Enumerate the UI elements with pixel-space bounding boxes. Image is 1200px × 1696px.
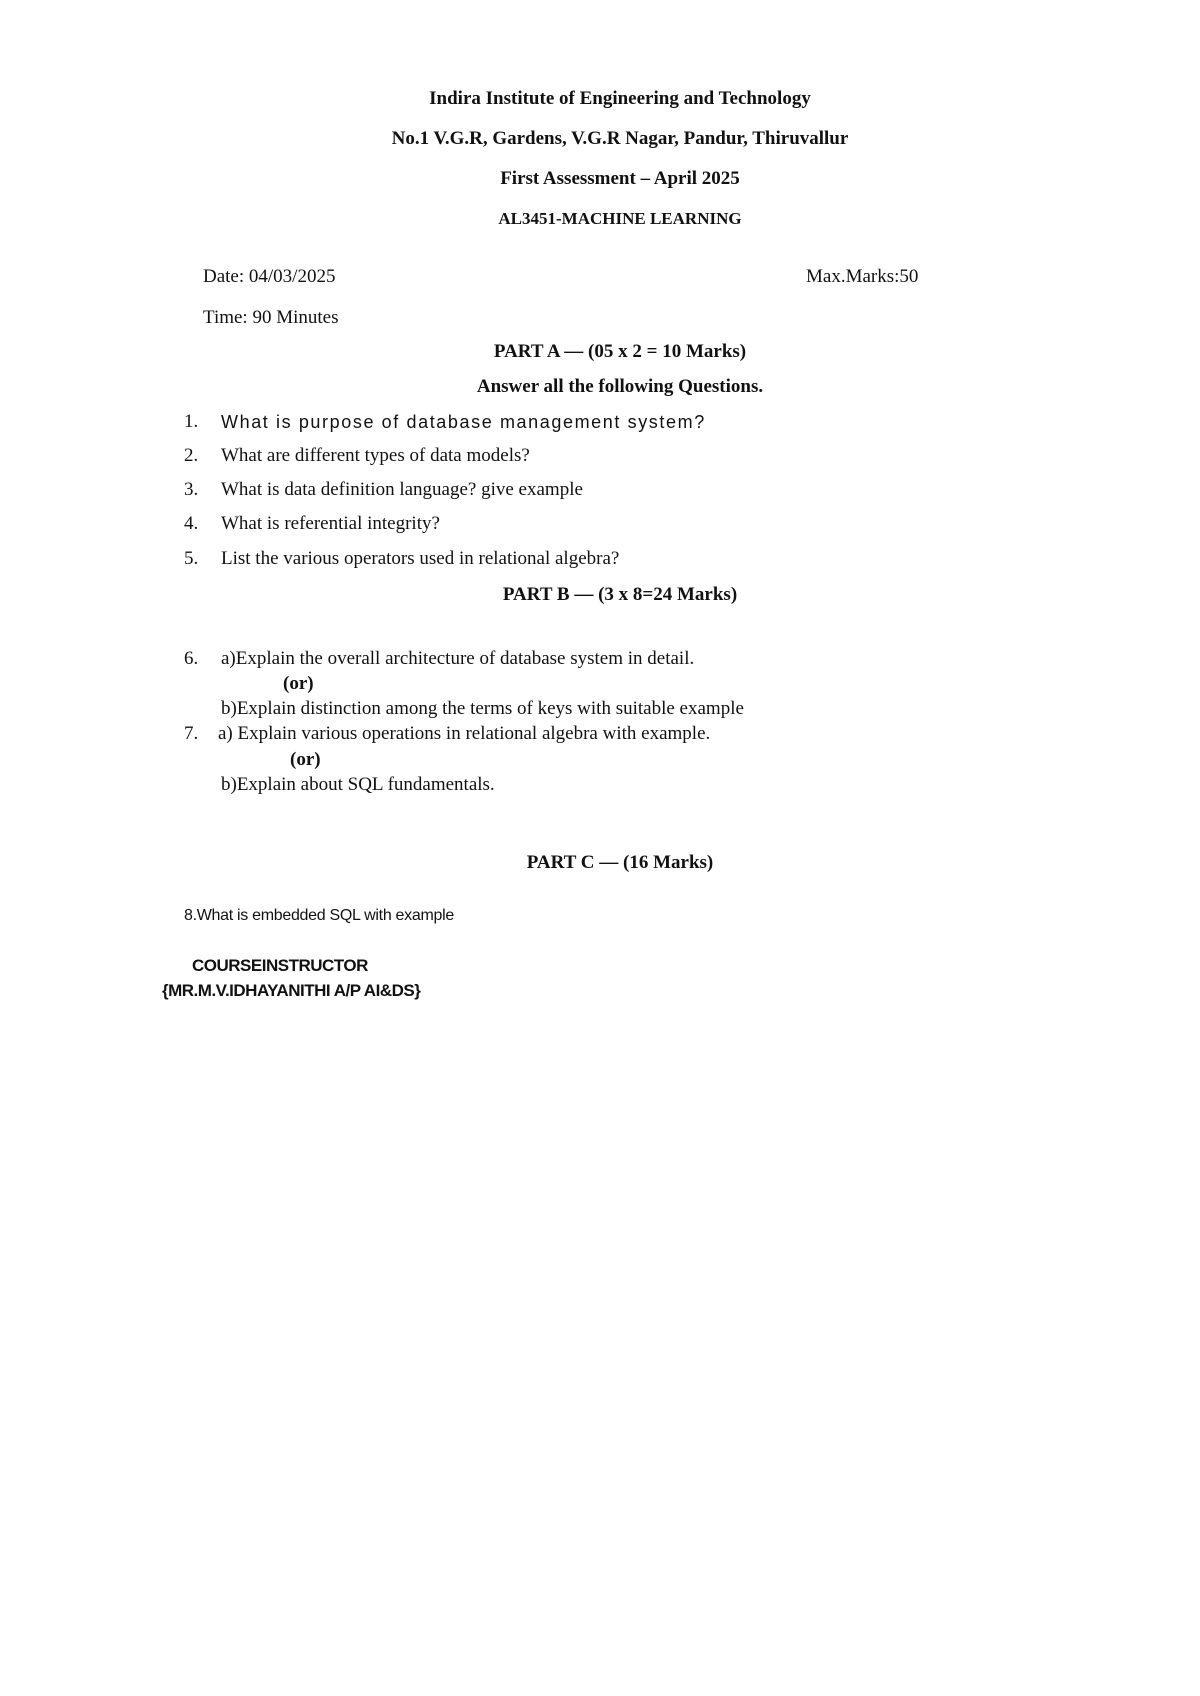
instructor-role: COURSEINSTRUCTOR (192, 956, 368, 975)
question-text: What are different types of data models? (221, 445, 530, 466)
question-text: 8.What is embedded SQL with example (184, 907, 454, 924)
question-number: 1. (184, 411, 199, 432)
max-marks: Max.Marks:50 (806, 266, 919, 287)
question-number: 5. (184, 548, 199, 569)
exam-date: Date: 04/03/2025 (203, 266, 336, 287)
question-text: List the various operators used in relational algebra? (221, 548, 620, 569)
institution-name: Indira Institute of Engineering and Technology (429, 88, 811, 109)
question-number: 3. (184, 479, 199, 500)
question-number: 6. (184, 648, 199, 669)
or-separator: (or) (290, 749, 321, 770)
question-option-b: b)Explain about SQL fundamentals. (221, 774, 495, 795)
question-text: What is data definition language? give example (221, 479, 583, 500)
exam-time: Time: 90 Minutes (203, 307, 339, 328)
question-option-a: a)Explain the overall architecture of database system in detail. (221, 648, 695, 669)
or-separator: (or) (283, 673, 314, 694)
part-b-title: PART B — (3 x 8=24 Marks) (502, 584, 738, 605)
instructor-name: {MR.M.V.IDHAYANITHI A/P AI&DS} (162, 981, 421, 1000)
question-option-b: b)Explain distinction among the terms of keys with suitable example (221, 698, 744, 719)
course-title: AL3451-MACHINE LEARNING (498, 209, 742, 228)
part-c-title: PART C — (16 Marks) (526, 852, 714, 873)
question-number: 4. (184, 513, 199, 534)
exam-title: First Assessment – April 2025 (500, 168, 740, 189)
question-text: What is referential integrity? (221, 513, 440, 534)
question-number: 2. (184, 445, 199, 466)
question-option-a: a) Explain various operations in relational algebra with example. (218, 723, 711, 744)
part-a-title: PART A — (05 x 2 = 10 Marks) (493, 341, 747, 362)
question-number: 7. (184, 723, 199, 744)
part-a-instruction: Answer all the following Questions. (476, 376, 764, 397)
question-text: What is purpose of database management system? (221, 412, 706, 432)
institution-address: No.1 V.G.R, Gardens, V.G.R Nagar, Pandur, Thiruvallur (391, 128, 849, 149)
